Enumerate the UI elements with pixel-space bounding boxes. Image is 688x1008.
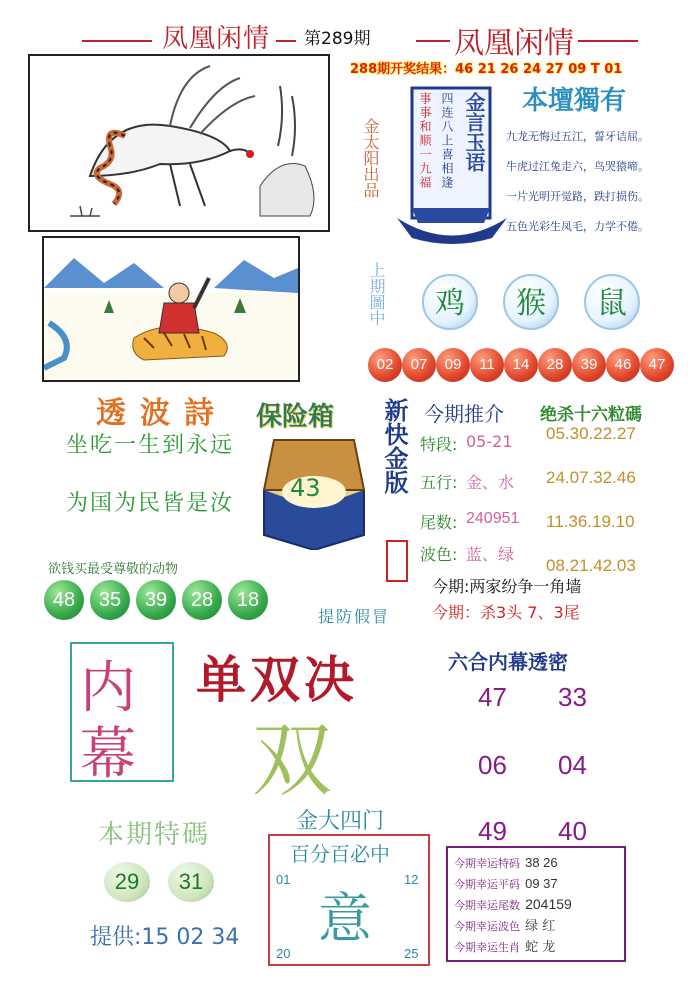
lucky-value-4: 绿 红 [525,919,556,934]
simen-subtitle: 百分百必中 [290,842,390,866]
xinkuai-line2: 今期：杀3头 7、3尾 [432,603,580,622]
simen-corner-tl: 01 [276,872,291,887]
publisher: 金太阳出品 [361,118,380,198]
simen-center: 意 [318,887,372,950]
header-rule-left-2 [276,40,296,42]
lucky-value-2: 09 37 [525,876,558,891]
simen-title: 金大四门 [296,809,385,834]
row-kill-2: 24.07.32.46 [546,468,636,487]
tema-title: 本期特碼 [98,820,211,850]
row-value-4: 蓝、绿 [466,545,515,564]
row-label-1: 特段: [420,435,458,454]
shangqi-num-6: 28 [538,348,572,382]
liuhe-title: 六合内幕透密 [448,650,568,674]
liuhe-num-6: 40 [558,816,587,846]
lucky-row-3 [454,894,618,915]
shangqi-num-3: 09 [436,348,470,382]
picture-crane [28,54,330,232]
dansj-title: 单双决 [196,651,358,709]
lucky-label-4: 今期幸运波色 [454,920,520,933]
jinyan-col1: 事事和顺一九福 [418,92,432,190]
poem-num-3: 39 [136,580,176,620]
lucky-label-5: 今期幸运生肖 [454,941,520,954]
shangqi-num-1: 02 [368,348,402,382]
issue-number: 第289期 [304,29,371,49]
row-value-1: 05-21 [466,432,513,451]
row-value-2: 金、水 [466,473,515,492]
lucky-label-2: 今期幸运平码 [454,878,520,891]
neimu-label-1: 内 [80,656,136,721]
neimu-label-2: 幕 [80,722,136,787]
shangqi-num-4: 11 [470,348,504,382]
poem-num-5: 18 [228,580,268,620]
header-rule-right-2 [578,40,638,42]
zodiac-ball-1: 鸡 [422,274,478,330]
header-title-right: 凤凰闲情 [454,26,574,61]
lucky-value-3: 204159 [525,896,572,912]
header-rule-left-1 [82,40,152,42]
brand-title: 本壇獨有 [522,86,627,116]
xinkuai-label: 新快金版 [380,398,408,494]
row-label-2: 五行: [420,473,458,492]
header-rule-right-1 [416,40,450,42]
shangqi-num-7: 39 [572,348,606,382]
simen-corner-tr: 12 [404,872,419,887]
kill-title: 绝杀十六粒碼 [540,405,642,425]
fake-warning: 提防假冒 [318,607,391,626]
picture-tiger [42,236,300,382]
poem-list [506,128,686,248]
buy-tip: 欲钱买最受尊敬的动物 [48,562,179,577]
poem-line2: 为国为民皆是汝 [66,491,235,516]
lucky-box [446,846,626,962]
row-label-3: 尾数: [420,513,458,532]
lucky-row-4 [454,915,618,936]
tema-num-2: 31 [168,862,214,902]
neimu-result: 双 [252,714,332,807]
safebox-title: 保险箱 [256,402,335,432]
shangqi-label: 上期圖中 [367,262,386,326]
shangqi-num-5: 14 [504,348,538,382]
liuhe-num-1: 47 [478,682,507,712]
shangqi-num-8: 46 [606,348,640,382]
jinyan-title: 金言玉语 [462,92,486,172]
tema-num-1: 29 [104,862,150,902]
lucky-row-2 [454,873,618,894]
row-label-4: 波色: [420,545,458,564]
safebox-number: 43 [290,474,321,502]
liuhe-num-4: 04 [558,750,587,780]
row-value-3: 240951 [466,510,520,527]
tema-provide: 提供:15 02 34 [90,925,240,950]
poem-title: 透波詩 [96,396,228,431]
poem-line1: 坐吃一生到永远 [66,433,235,458]
poem-num-4: 28 [182,580,222,620]
recommend-title: 今期推介 [424,402,504,426]
simen-corner-br: 25 [404,946,419,961]
shangqi-num-2: 07 [402,348,436,382]
lucky-label-3: 今期幸运尾数 [454,899,520,912]
lucky-value-1: 38 26 [525,855,558,870]
poem-line-1: 九龙无悔过五江，誓牙诘屈。 [506,130,649,143]
lucky-value-5: 蛇 龙 [525,940,556,955]
poem-line-2: 牛虎过江兔走六，鸟哭猿啼。 [506,160,649,173]
poem-line-4: 五色光彩生凤毛，力学不倦。 [506,220,649,233]
lucky-row-1 [454,852,618,873]
liuhe-num-3: 06 [478,750,507,780]
row-kill-1: 05.30.22.27 [546,424,636,443]
poem-num-1: 48 [44,580,84,620]
poem-num-2: 35 [90,580,130,620]
header-title-left: 凤凰闲情 [162,24,271,54]
jinyan-col2: 四连八上喜相逢 [440,92,454,190]
simen-corner-bl: 20 [276,946,291,961]
row-kill-4: 08.21.42.03 [546,556,636,575]
tiger-rider-illustration [44,238,298,380]
liuhe-num-5: 49 [478,816,507,846]
zodiac-ball-3: 鼠 [584,274,640,330]
shangqi-num-9: 47 [640,348,674,382]
crane-snake-illustration [30,56,328,230]
poem-line-3: 一片光明开觉路，跌打损伤。 [506,190,649,203]
last-result: 288期开奖结果：46 21 26 24 27 09 T 01 [350,62,623,77]
zodiac-ball-2: 猴 [503,274,559,330]
xinkuai-line1: 今期:两家纷争一角墙 [432,577,582,596]
liuhe-num-2: 33 [558,682,587,712]
row-kill-3: 11.36.19.10 [546,512,635,531]
red-rect [386,540,408,582]
lucky-row-5 [454,936,618,957]
lucky-label-1: 今期幸运特码 [454,857,520,870]
